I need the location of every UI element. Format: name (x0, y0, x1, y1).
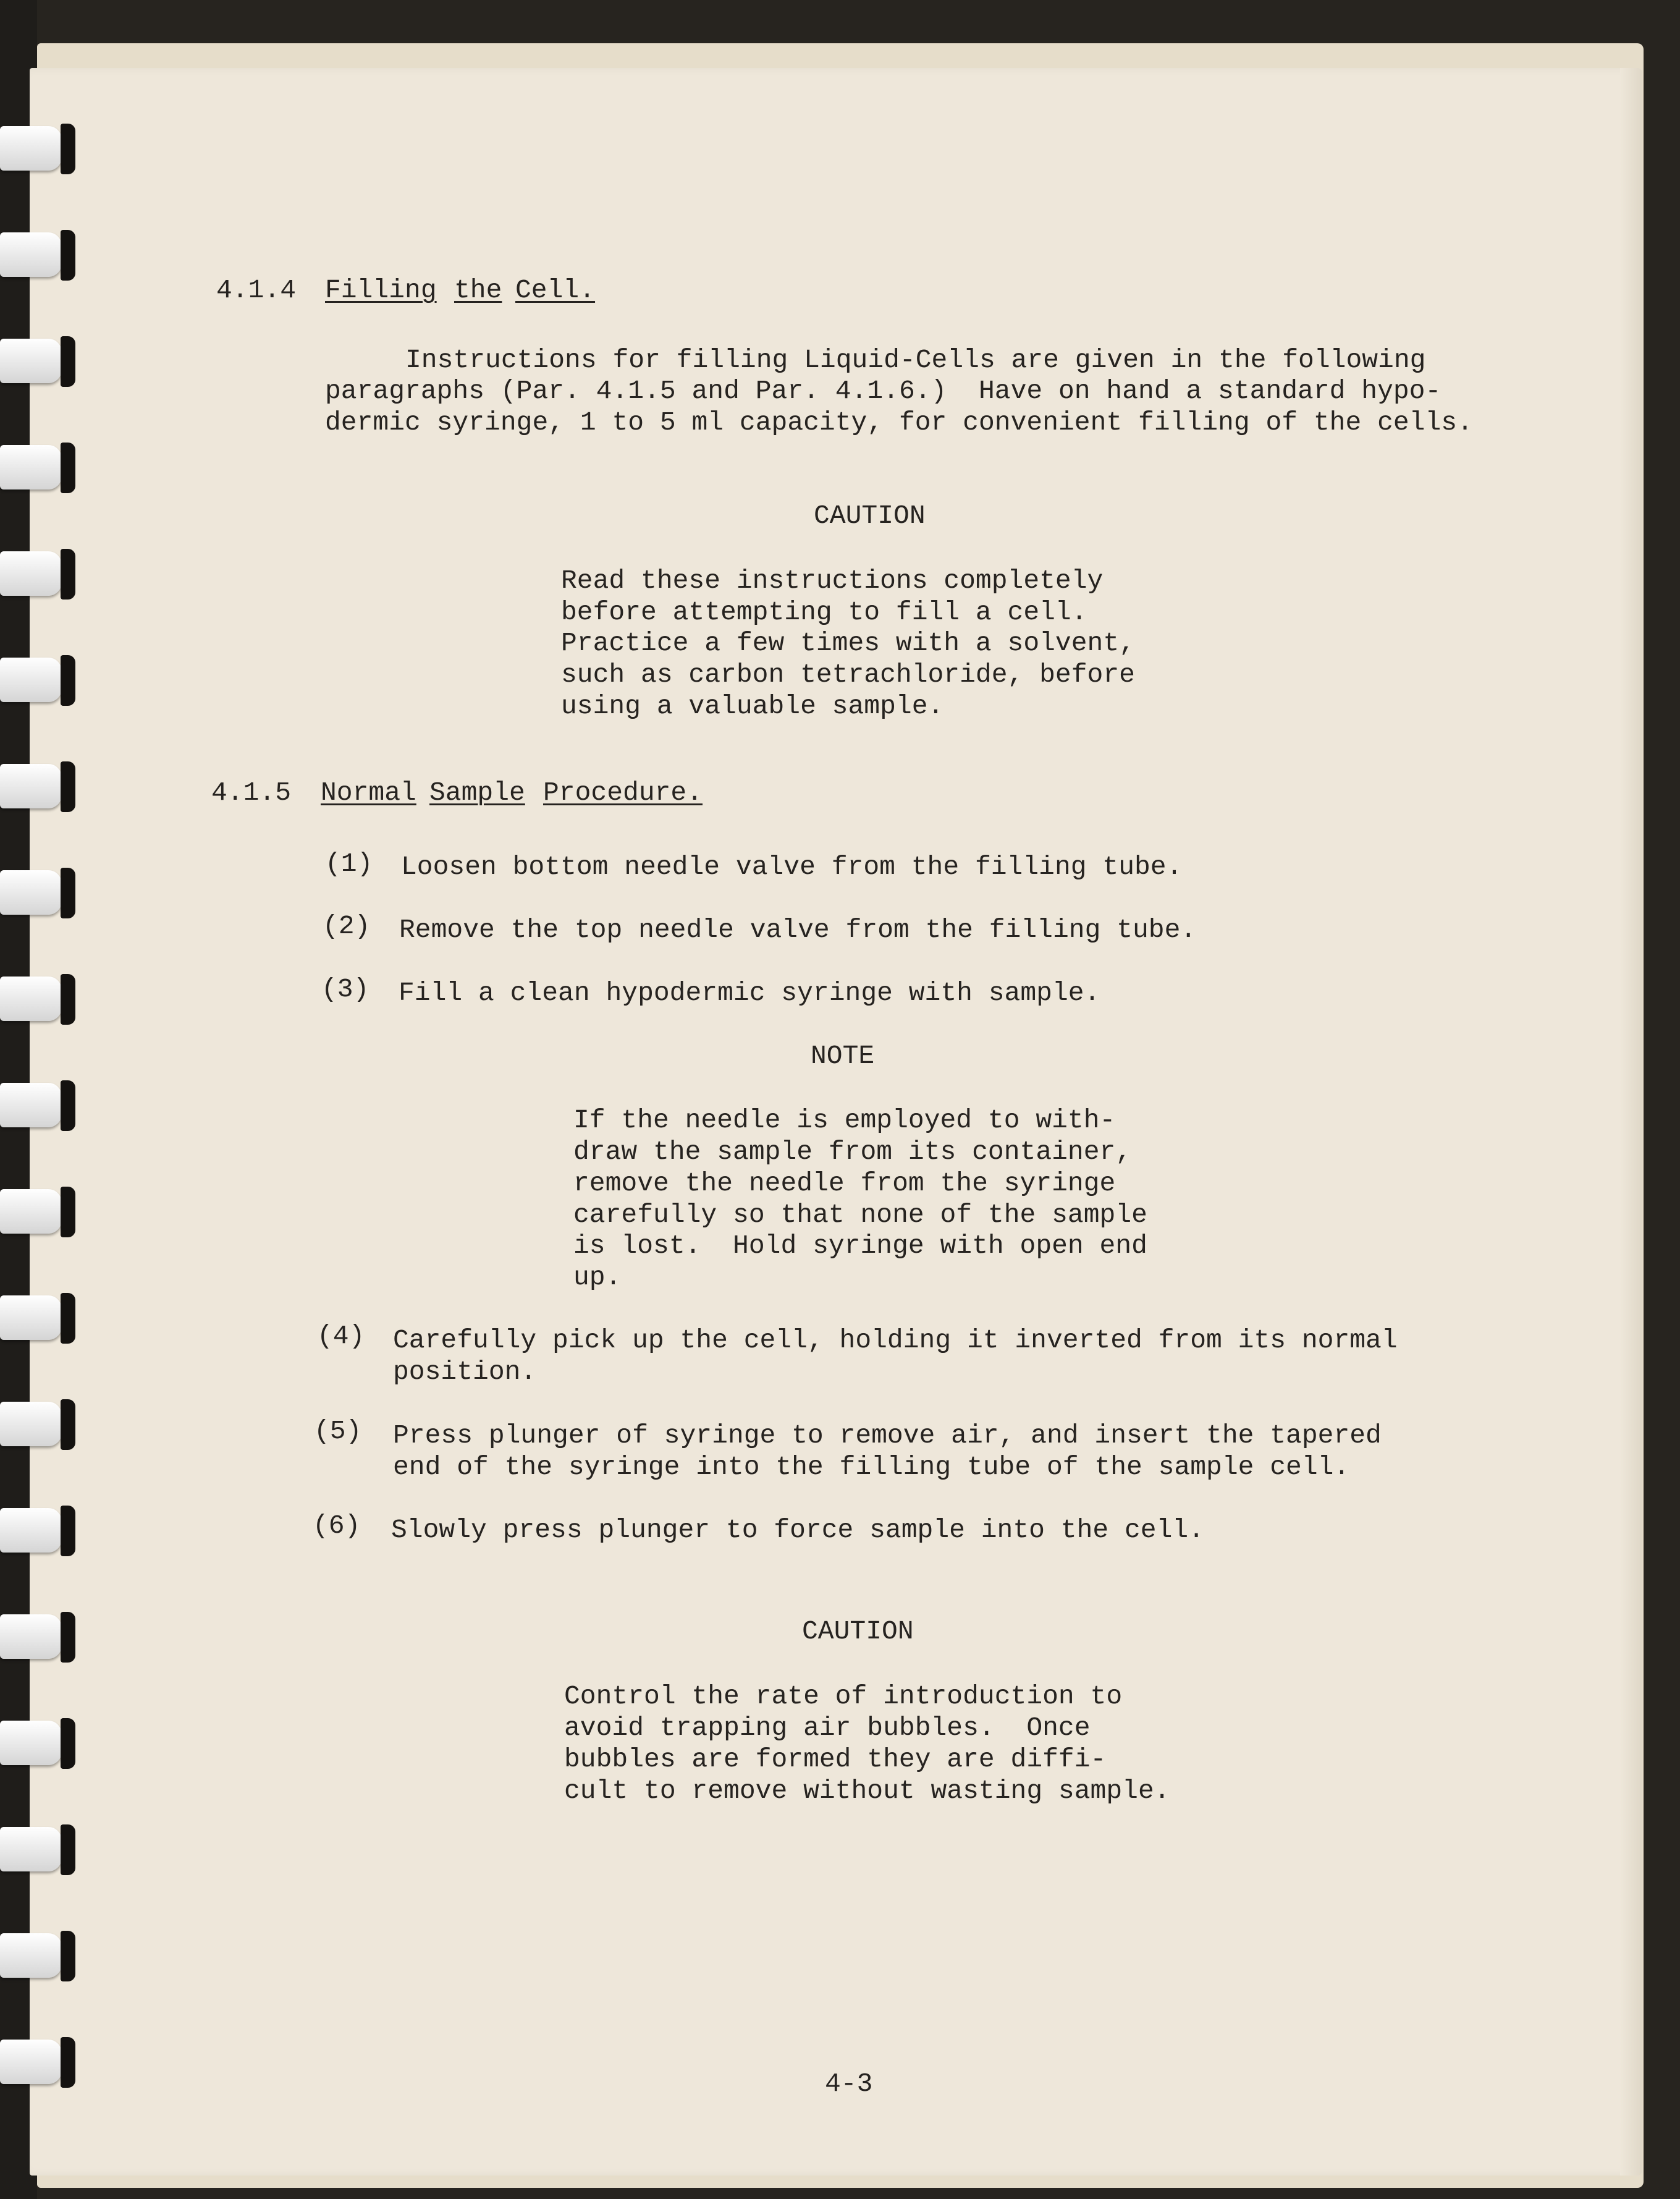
caution-line: Control the rate of introduction to (564, 1681, 1123, 1711)
binder-ring-hole (61, 443, 75, 493)
note-line: remove the needle from the syringe (573, 1168, 1116, 1198)
caution-title: CAUTION (802, 1616, 914, 1646)
binder-ring (0, 868, 79, 920)
binder-ring-loop (0, 2040, 62, 2084)
binder-ring-loop (0, 1295, 62, 1340)
caution-line: bubbles are formed they are diffi- (564, 1744, 1107, 1774)
binder-ring-hole (61, 230, 75, 281)
binder-ring-hole (61, 974, 75, 1025)
binder-ring-hole (61, 2037, 75, 2088)
binder-ring-hole (61, 1931, 75, 1981)
binder-ring-hole (61, 336, 75, 387)
binder-ring-loop (0, 1083, 62, 1127)
section-heading-word: the (454, 275, 502, 305)
binder-ring-hole (61, 1718, 75, 1769)
caution-line: Practice a few times with a solvent, (561, 628, 1135, 658)
note-line: is lost. Hold syringe with open end (573, 1231, 1147, 1261)
binder-ring-loop (0, 339, 62, 383)
binder-ring-loop (0, 1508, 62, 1553)
caution-title: CAUTION (814, 501, 926, 531)
manual-page (30, 68, 1642, 2176)
binder-ring-loop (0, 1189, 62, 1234)
paragraph-line: dermic syringe, 1 to 5 ml capacity, for convenient filling of the cells. (325, 407, 1473, 438)
step-text: Carefully pick up the cell, holding it inverted from its normal (393, 1325, 1398, 1355)
step-number: (2) (323, 911, 371, 941)
note-line: If the needle is employed to with- (573, 1105, 1116, 1135)
section-number: 4.1.5 (211, 777, 292, 808)
step-text: end of the syringe into the filling tube of the sample cell. (393, 1452, 1350, 1482)
paragraph-line: paragraphs (Par. 4.1.5 and Par. 4.1.6.) Have on hand a standard hypo- (325, 376, 1442, 406)
step-text: Slowly press plunger to force sample into the cell. (391, 1515, 1205, 1545)
binder-ring (0, 1612, 79, 1664)
caution-line: using a valuable sample. (561, 691, 944, 721)
note-line: up. (573, 1262, 622, 1292)
page-number: 4-3 (825, 2069, 873, 2099)
binder-ring (0, 124, 79, 176)
binder-ring (0, 1506, 79, 1557)
binder-ring (0, 1187, 79, 1239)
binder-ring (0, 974, 79, 1026)
note-line: carefully so that none of the sample (573, 1200, 1147, 1230)
section-heading-word: Procedure. (543, 777, 703, 808)
caution-line: Read these instructions completely (561, 566, 1104, 596)
caution-line: such as carbon tetrachloride, before (561, 659, 1135, 690)
section-heading-word: Normal (321, 777, 416, 808)
caution-line: cult to remove without wasting sample. (564, 1776, 1170, 1806)
step-number: (3) (321, 974, 369, 1004)
step-text: Remove the top needle valve from the filling tube. (399, 915, 1197, 945)
binder-ring (0, 761, 79, 813)
step-text: position. (393, 1357, 537, 1387)
binder-ring-loop (0, 1614, 62, 1659)
binder-ring (0, 1824, 79, 1876)
page-edge (1620, 68, 1642, 2176)
step-number: (1) (325, 849, 373, 879)
section-number: 4.1.4 (216, 275, 297, 305)
binder-ring-hole (61, 1399, 75, 1450)
binder-ring (0, 549, 79, 601)
binder-ring (0, 230, 79, 282)
step-text: Loosen bottom needle valve from the filling tube. (401, 852, 1183, 882)
binder-ring-hole (61, 1506, 75, 1556)
step-number: (6) (313, 1510, 361, 1541)
binder-ring (0, 443, 79, 494)
step-text: Press plunger of syringe to remove air, and insert the tapered (393, 1420, 1382, 1451)
binder-ring-loop (0, 1933, 62, 1978)
binder-ring-hole (61, 1824, 75, 1875)
note-line: draw the sample from its container, (573, 1137, 1132, 1167)
binder-ring-loop (0, 658, 62, 702)
binder-ring-hole (61, 761, 75, 812)
binder-ring (0, 1931, 79, 1983)
section-heading-word: Sample (429, 777, 525, 808)
binder-ring-hole (61, 1293, 75, 1344)
section-heading-word: Filling (325, 275, 437, 305)
binder-ring-hole (61, 1080, 75, 1131)
binder-ring (0, 1399, 79, 1451)
section-heading-word: Cell. (515, 275, 596, 305)
binder-rings (0, 124, 87, 2101)
binder-ring-loop (0, 977, 62, 1021)
binder-ring-hole (61, 1187, 75, 1237)
binder-ring-loop (0, 1402, 62, 1446)
binder-ring (0, 1080, 79, 1132)
binder-ring (0, 1718, 79, 1770)
binder-ring-loop (0, 1827, 62, 1871)
binder-ring-loop (0, 1721, 62, 1765)
binder-ring-loop (0, 445, 62, 489)
binder-ring (0, 1293, 79, 1345)
binder-ring-hole (61, 1612, 75, 1663)
binder-ring (0, 2037, 79, 2089)
binder-ring-loop (0, 870, 62, 915)
binder-ring-hole (61, 655, 75, 706)
binder-ring-loop (0, 764, 62, 808)
binder-ring-hole (61, 868, 75, 918)
binder-ring (0, 655, 79, 707)
binder-ring-loop (0, 232, 62, 277)
step-text: Fill a clean hypodermic syringe with sample. (399, 978, 1100, 1008)
binder-ring-hole (61, 124, 75, 174)
binder-ring-loop (0, 126, 62, 171)
caution-line: avoid trapping air bubbles. Once (564, 1713, 1091, 1743)
step-number: (4) (317, 1321, 365, 1351)
paragraph-line: Instructions for filling Liquid-Cells are given in the following (405, 345, 1426, 375)
step-number: (5) (314, 1416, 362, 1446)
caution-line: before attempting to fill a cell. (561, 597, 1087, 627)
binder-ring-hole (61, 549, 75, 600)
binder-ring-loop (0, 551, 62, 596)
note-title: NOTE (811, 1041, 875, 1071)
binder-ring (0, 336, 79, 388)
